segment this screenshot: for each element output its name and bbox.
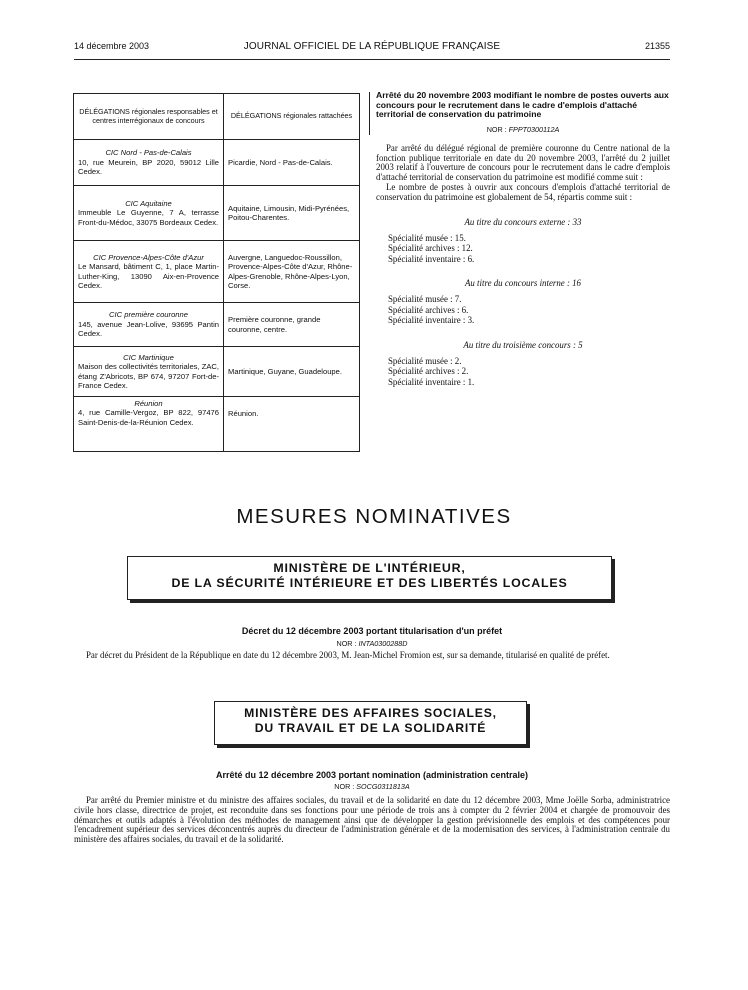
- table-cell-center: [74, 347, 224, 397]
- cic-address: 145, avenue Jean-Lolive, 93695 Pantin Cedex.: [78, 319, 219, 339]
- table-cell-attached: Réunion.: [224, 397, 360, 452]
- cic-name: CIC Nord - Pas-de-Calais: [105, 148, 192, 158]
- speciality-line: Spécialité archives : 12.: [388, 243, 473, 254]
- ministry-line: MINISTÈRE DE L'INTÉRIEUR,: [273, 561, 466, 575]
- table-cell-center: [74, 241, 224, 303]
- change-bar: [369, 92, 370, 135]
- cic-address: Le Mansard, bâtiment C, 1, place Martin-Luther-King, 13090 Aix-en-Provence Cedex.: [78, 262, 219, 290]
- table-cell-center: [74, 186, 224, 241]
- table-cell-attached: Première couronne, grande couronne, centre.: [224, 303, 360, 347]
- cic-name: CIC première couronne: [109, 310, 188, 320]
- cic-name: CIC Aquitaine: [125, 198, 172, 208]
- section-title: MESURES NOMINATIVES: [236, 505, 512, 528]
- cic-name: Réunion: [134, 399, 163, 408]
- ministry-line: MINISTÈRE DES AFFAIRES SOCIALES,: [244, 706, 497, 720]
- nor-code: INTA0300288D: [358, 639, 408, 648]
- header-date: 14 décembre 2003: [74, 41, 150, 51]
- speciality-line: Spécialité archives : 2.: [388, 366, 469, 377]
- speciality-line: Spécialité inventaire : 1.: [388, 376, 475, 387]
- ministry-box-affaires-sociales: [214, 701, 527, 745]
- table-cell-center: [74, 397, 224, 452]
- arrete-nomination-title: Arrêté du 12 décembre 2003 portant nomination (administration centrale): [215, 770, 529, 780]
- table-row: [74, 241, 360, 303]
- journal-title: JOURNAL OFFICIEL DE LA RÉPUBLIQUE FRANÇAISE: [243, 41, 501, 52]
- arrete-title: Arrêté du 20 novembre 2003 modifiant le nombre de postes ouverts aux concours pour le recrutement dans le cadre d'emplois d'attaché territorial de conservation du patrimoine: [376, 90, 669, 120]
- speciality-line: Spécialité inventaire : 3.: [388, 315, 475, 326]
- concours-heading: Au titre du concours interne : 16: [464, 278, 581, 289]
- table-row: [74, 186, 360, 241]
- table-cell-center: [74, 140, 224, 186]
- table-cell-attached: Picardie, Nord - Pas-de-Calais.: [224, 140, 360, 186]
- speciality-line: Spécialité musée : 15.: [388, 232, 466, 243]
- decret-title: Décret du 12 décembre 2003 portant titularisation d'un préfet: [241, 626, 503, 636]
- delegations-table: [73, 93, 360, 452]
- ministry-line: DU TRAVAIL ET DE LA SOLIDARITÉ: [254, 721, 487, 735]
- speciality-line: Spécialité musée : 7.: [388, 294, 462, 305]
- table-row: [74, 140, 360, 186]
- nor-label: NOR :: [486, 124, 507, 134]
- table-header-row: [74, 94, 360, 140]
- ministry-line: DE LA SÉCURITÉ INTÉRIEURE ET DES LIBERTÉS LOCALES: [171, 576, 568, 590]
- table-cell-attached: Auvergne, Languedoc-Roussillon, Provence-Alpes-Côte d'Azur, Rhône-Alpes-Grenoble, Rhône-Alpes-Lyon, Corse.: [224, 241, 360, 303]
- cic-name: CIC Provence-Alpes-Côte d'Azur: [93, 252, 204, 262]
- table-row: [74, 347, 360, 397]
- cic-address: Immeuble Le Guyenne, 7 A, terrasse Front-du-Médoc, 33075 Bordeaux Cedex.: [78, 208, 219, 227]
- speciality-line: Spécialité archives : 6.: [388, 304, 469, 315]
- cic-name: CIC Martinique: [123, 352, 174, 362]
- nor-line: [376, 125, 670, 134]
- concours-heading: Au titre du concours externe : 33: [464, 216, 582, 227]
- column-header-responsables: DÉLÉGATIONS régionales responsables et centres interrégionaux de concours: [74, 94, 224, 140]
- nor-label: NOR :: [334, 782, 355, 791]
- table-row: [74, 397, 360, 452]
- ministry-box-interieur: [127, 556, 612, 600]
- page-number: 21355: [644, 41, 670, 51]
- column-header-rattachees: DÉLÉGATIONS régionales rattachées: [224, 94, 360, 140]
- nor-code: FPPT0300112A: [508, 124, 560, 134]
- nor-label: NOR :: [336, 639, 357, 648]
- nor-line: [74, 639, 670, 648]
- speciality-line: Spécialité inventaire : 6.: [388, 253, 475, 264]
- nor-code: SOCG0311813A: [356, 782, 410, 791]
- cic-address: 10, rue Meurein, BP 2020, 59012 Lille Cedex.: [78, 157, 219, 177]
- page-header: [74, 41, 670, 55]
- table-row: [74, 303, 360, 347]
- header-rule: [74, 59, 670, 60]
- table-cell-attached: Martinique, Guyane, Guadeloupe.: [224, 347, 360, 397]
- table-cell-center: [74, 303, 224, 347]
- arrete-patrimoine: [376, 91, 670, 387]
- nor-line: [74, 782, 670, 791]
- arrete-nomination-text: Par arrêté du Premier ministre et du ministre des affaires sociales, du travail et de la solidarité en date du 12 décembre 2003, Mme Joëlle Sorba, administratrice civile hors classe, directrice de projet, est reconduite dans ses fonctions pour une période de trois ans à compter du 2 février 2004 et chargée de promouvoir des démarches et outils adaptés à l'évolution des méthodes de management ainsi que de développer la gestion prévisionnelle des emplois et des compétences pour l'encadrement supérieur des services déconcentrés auprès du directeur de l'administration générale et de la modernisation des services, à l'administration centrale du ministère des affaires sociales, du travail et de la solidarité.: [74, 795, 670, 845]
- table-cell-attached: Aquitaine, Limousin, Midi-Pyrénées, Poitou-Charentes.: [224, 186, 360, 241]
- cic-address: Maison des collectivités territoriales, ZAC, étang Z'Abricots, BP 674, 97207 Fort-de-France Cedex.: [78, 362, 219, 390]
- arrete-paragraph: Le nombre de postes à ouvrir aux concours d'emplois d'attaché territorial de conservation du patrimoine est globalement de 54, répartis comme suit :: [376, 181, 670, 202]
- speciality-line: Spécialité musée : 2.: [388, 355, 462, 366]
- decret-text: Par décret du Président de la République en date du 12 décembre 2003, M. Jean-Michel Fromion est, sur sa demande, titularisé en qualité de préfet.: [86, 650, 610, 660]
- arrete-paragraph: Par arrêté du délégué régional de première couronne du Centre national de la fonction publique territoriale en date du 20 novembre 2003, l'arrêté du 2 juillet 2003 relatif à l'ouverture de concours pour le recrutement dans le cadre d'emplois d'attaché territorial de conservation du patrimoine est modifié comme suit :: [376, 142, 670, 183]
- concours-heading: Au titre du troisième concours : 5: [463, 339, 583, 350]
- cic-address: 4, rue Camille-Vergoz, BP 822, 97476 Saint-Denis-de-la-Réunion Cedex.: [78, 408, 219, 427]
